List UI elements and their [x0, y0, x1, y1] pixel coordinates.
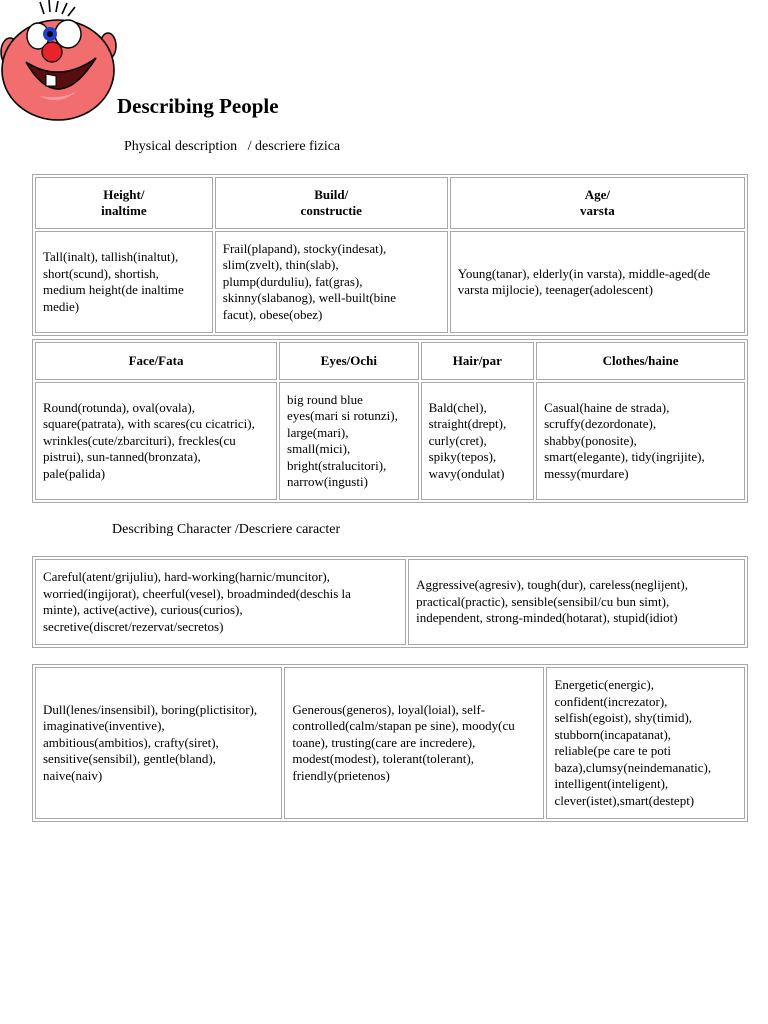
header-face: Face/Fata: [35, 342, 277, 380]
table-row: [35, 667, 745, 819]
cell-character-5: Energetic(energic), confident(increzator), selfish(egoist), shy(timid), stubborn(incapatanat), reliable(pe care te poti baza),clumsy(neindemanatic), intelligent(inteligent), clever(istet),smart(destept): [546, 667, 745, 819]
cell-hair: Bald(chel), straight(drept), curly(cret), spiky(tepos), wavy(ondulat): [421, 382, 534, 500]
cell-eyes: big round blue eyes(mari si rotunzi), large(mari), small(mici), bright(stralucitori), narrow(ingusti): [279, 382, 419, 500]
header-age: Age/ varsta: [450, 177, 745, 229]
cell-age: Young(tanar), elderly(in varsta), middle-aged(de varsta mijlocie), teenager(adolescent): [450, 231, 745, 333]
header-build: Build/ constructie: [215, 177, 448, 229]
cell-height: Tall(inalt), tallish(inaltut), short(scund), shortish, medium height(de inaltime medie): [35, 231, 213, 333]
table-row: [35, 559, 745, 645]
character-description-heading: Describing Character /Descriere caracter: [112, 522, 341, 537]
header-hair: Hair/par: [421, 342, 534, 380]
cell-build: Frail(plapand), stocky(indesat), slim(zvelt), thin(slab), plump(durduliu), fat(gras), skinny(slabanog), well-built(bine facut), obese(obez): [215, 231, 448, 333]
cell-face: Round(rotunda), oval(ovala), square(patrata), with scares(cu cicatrici), wrinkles(cute/zbarcituri), freckles(cu pistrui), sun-tanned(bronzata), pale(palida): [35, 382, 277, 500]
character-table-2: [32, 664, 748, 822]
page-title: Describing People: [117, 94, 279, 118]
cell-character-4: Generous(generos), loyal(loial), self- controlled(calm/stapan pe sine), moody(cu toane), trusting(care are incredere), modest(modest), tolerant(tolerant), friendly(prietenos): [284, 667, 544, 819]
table-header-row: [35, 342, 745, 380]
cell-character-3: Dull(lenes/insensibil), boring(plictisitor), imaginative(inventive), ambitious(ambitios), crafty(siret), sensitive(sensibil), gentle(bland), naive(naiv): [35, 667, 282, 819]
table-row: [35, 231, 745, 333]
physical-description-heading: Physical description / descriere fizica: [124, 139, 341, 154]
physical-table-face-eyes-hair-clothes: [32, 339, 748, 503]
header-eyes: Eyes/Ochi: [279, 342, 419, 380]
header-height: Height/ inaltime: [35, 177, 213, 229]
character-table-1: [32, 556, 748, 648]
cell-character-1: Careful(atent/grijuliu), hard-working(harnic/muncitor), worried(ingijorat), cheerful(vesel), broadminded(deschis la minte), active(active), curious(curios), secretive(discret/rezervat/secretos): [35, 559, 406, 645]
hair-strands: [40, 0, 75, 16]
header-clothes: Clothes/haine: [536, 342, 745, 380]
table-header-row: [35, 177, 745, 229]
cartoon-face-icon: [0, 0, 120, 122]
cell-character-2: Aggressive(agresiv), tough(dur), careless(neglijent), practical(practic), sensible(sensibil/cu bun simt), independent, strong-minded(hotarat), stupid(idiot): [408, 559, 745, 645]
table-row: [35, 382, 745, 500]
cell-clothes: Casual(haine de strada), scruffy(dezordonate), shabby(ponosite), smart(elegante), tidy(ingrijite), messy(murdare): [536, 382, 745, 500]
physical-table-height-build-age: [32, 174, 748, 336]
